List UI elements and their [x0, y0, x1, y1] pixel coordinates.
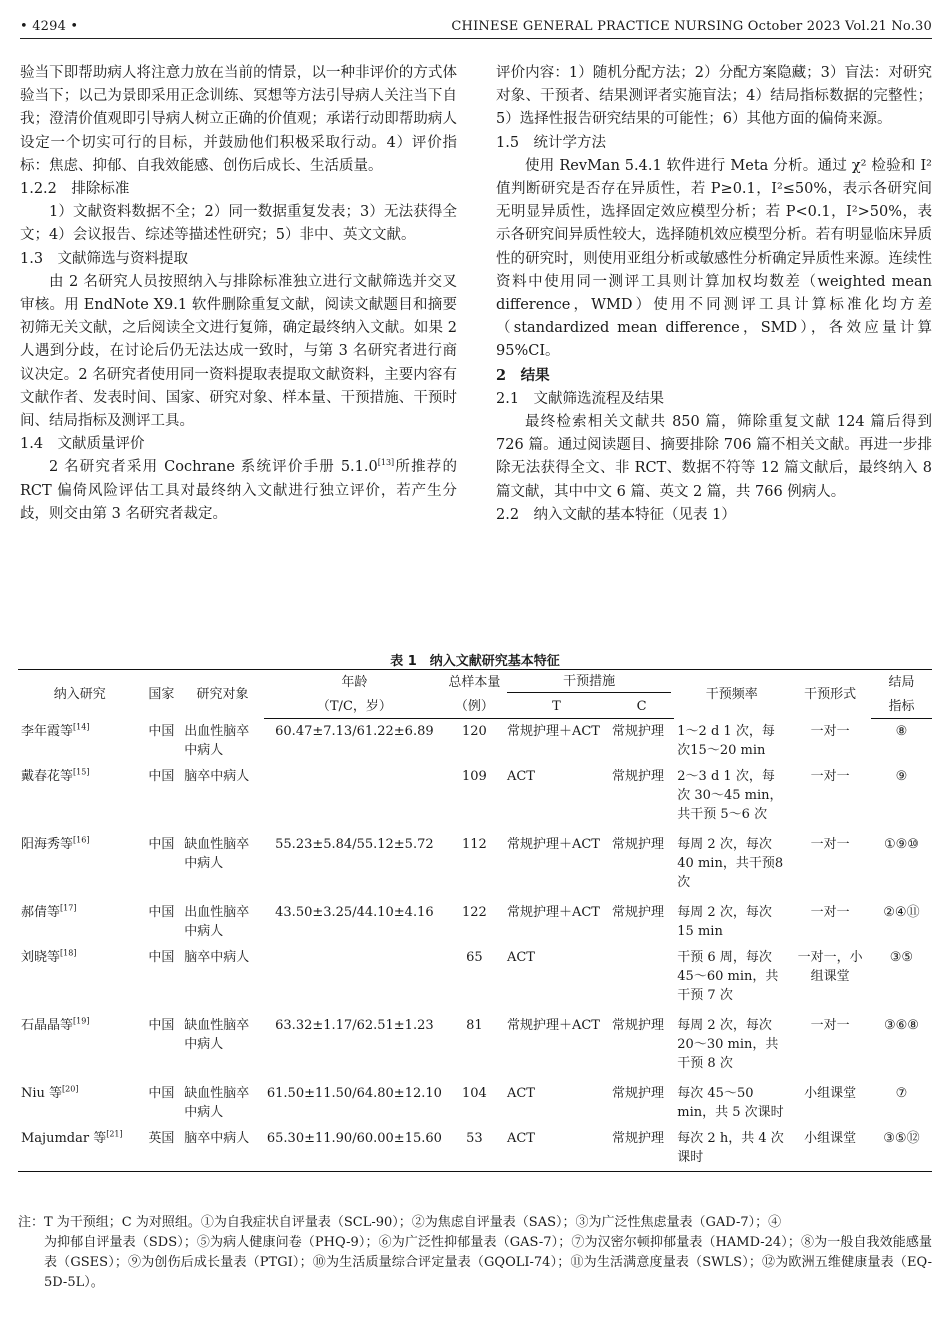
citation[interactable]: [20]	[62, 1084, 79, 1094]
table-row	[18, 1081, 932, 1126]
cell-subject: 脑卒中病人	[184, 950, 250, 965]
cell-form: 小组课堂	[804, 1086, 857, 1101]
study-name: 石晶晶等	[21, 1018, 74, 1033]
study-name: 李年霞等	[21, 723, 74, 739]
citation-13[interactable]: [13]	[377, 458, 395, 468]
cell-T: 常规护理＋ACT	[506, 905, 600, 920]
cell-form: 一对一	[810, 769, 850, 784]
quality-text-b: 所推荐的 RCT 偏倚风险评估工具对最终纳入文献进行独立评价，若产生分歧，则交由第 3 名研究者裁定。	[20, 459, 458, 522]
right-column	[496, 62, 932, 527]
cell-frequency: 2～3 d 1 次，每次 30～45 min，共干预 5～6 次	[677, 769, 783, 822]
cell-country: 中国	[148, 1086, 175, 1101]
citation[interactable]: [21]	[106, 1129, 123, 1139]
table-row	[18, 900, 932, 945]
cell-n: 65	[466, 950, 483, 965]
cell-age	[264, 764, 445, 832]
cell-form: 一对一	[810, 837, 850, 852]
col-country: 国家	[142, 670, 182, 719]
cell-frequency: 每周 2 次，每次40 min，共干预8 次	[677, 837, 784, 890]
table-row	[18, 764, 932, 832]
col-age-top: 年龄	[264, 670, 445, 696]
cell-T: ACT	[506, 950, 535, 965]
cell-study	[18, 832, 142, 900]
cell-study	[18, 1013, 142, 1081]
heading-1-4: 1.4 文献质量评价	[20, 436, 145, 453]
cell-study	[18, 945, 142, 1013]
cell-T: 常规护理＋ACT	[506, 1018, 600, 1033]
cell-outcome: ③⑥⑧	[883, 1018, 919, 1033]
cell-outcome: ①⑨⑩	[883, 837, 919, 852]
cell-subject: 缺血性脑卒中病人	[184, 1086, 250, 1120]
cell-n: 112	[462, 837, 487, 852]
table-row	[18, 719, 932, 765]
citation[interactable]: [18]	[60, 948, 77, 958]
study-name: Majumdar 等	[21, 1131, 107, 1146]
cell-subject: 缺血性脑卒中病人	[184, 1018, 250, 1052]
cell-age: 61.50±11.50/64.80±12.10	[266, 1086, 442, 1101]
col-outcome-top: 结局	[871, 670, 932, 696]
journal-running-title: CHINESE GENERAL PRACTICE NURSING October 2023 Vol.21 No.30	[451, 18, 932, 34]
heading-2-text: 2 结果	[496, 366, 550, 384]
cell-age	[264, 945, 445, 1013]
cell-form: 一对一	[810, 723, 850, 739]
cell-n: 109	[462, 769, 487, 784]
page-number: • 4294 •	[20, 18, 79, 34]
cell-frequency: 每周 2 次，每次20～30 min，共干预 8 次	[677, 1018, 779, 1071]
cell-n: 104	[462, 1086, 487, 1101]
table-row	[18, 832, 932, 900]
col-T: T	[504, 695, 609, 719]
cell-frequency: 1～2 d 1 次，每次15～20 min	[677, 723, 775, 758]
cell-frequency: 每次 45～50 min，共 5 次课时	[677, 1086, 784, 1120]
cell-form: 一对一，小组课堂	[797, 950, 863, 984]
cell-T: 常规护理＋ACT	[506, 724, 600, 739]
col-intervention-label: 干预措施	[507, 672, 671, 693]
cell-study	[18, 1126, 142, 1172]
col-subject: 研究对象	[181, 670, 264, 719]
study-name: 阳海秀等	[21, 837, 74, 852]
cell-C: 常规护理	[609, 1126, 674, 1172]
citation[interactable]: [19]	[73, 1016, 90, 1026]
cell-T: ACT	[506, 769, 535, 784]
cell-study	[18, 1081, 142, 1126]
cell-subject: 出血性脑卒中病人	[184, 905, 250, 939]
table-note-line1: 注：T 为干预组；C 为对照组。①为自我症状自评量表（SCL-90）；②为焦虑自评量表（SAS）；③为广泛性焦虑量表（GAD-7）；④	[18, 1215, 782, 1230]
citation[interactable]: [15]	[73, 767, 90, 777]
cell-C: 常规护理	[612, 769, 665, 784]
cell-study	[18, 900, 142, 945]
cell-country: 中国	[148, 905, 175, 920]
table-row	[18, 1126, 932, 1172]
col-intervention	[504, 670, 674, 696]
paragraph-exclusion: 1）文献资料数据不全；2）同一数据重复发表；3）无法获得全文；4）会议报告、综述等描述性研究；5）非中、英文文献。	[20, 204, 457, 244]
cell-age: 65.30±11.90/60.00±15.60	[264, 1126, 445, 1172]
cell-age: 43.50±3.25/44.10±4.16	[275, 905, 434, 920]
cell-T: 常规护理＋ACT	[506, 837, 600, 852]
cell-age: 55.23±5.84/55.12±5.72	[275, 837, 434, 852]
cell-outcome: ⑦	[895, 1086, 908, 1101]
cell-country: 英国	[142, 1126, 182, 1172]
cell-T: ACT	[504, 1126, 609, 1172]
study-name: Niu 等	[21, 1086, 63, 1101]
cell-frequency: 每周 2 次，每次15 min	[677, 905, 772, 939]
left-column	[20, 62, 457, 526]
cell-n: 122	[462, 905, 487, 920]
col-C: C	[609, 695, 674, 719]
paragraph-evaluation: 评价内容：1）随机分配方法；2）分配方案隐藏；3）盲法：对研究对象、干预者、结果测评者实施盲法；4）结局指标数据的完整性；5）选择性报告研究结果的可能性；6）其他方面的偏倚来源。	[496, 65, 932, 128]
paragraph-statistics: 使用 RevMan 5.4.1 软件进行 Meta 分析。通过 χ² 检验和 I² 值判断研究是否存在异质性，若 P≥0.1，I²≤50%，表示各研究间无明显异质性，选择固定效应模型分析；若 P<0.1，I²>50%，表示各研究间异质性较大，选择随机效应模型分析。若有明显临床异质性的研究时，则使用亚组分析或敏感性分析确定异质性来源。连续性资料中使用同一测评工具则计算加权均数差（weighted mean difference，WMD）使用不同测评工具计算标准化均方差（standardized mean difference，SMD），各效应量计算 95%CI。	[496, 157, 932, 360]
study-name: 刘晓等	[21, 950, 61, 965]
paragraph-screening: 由 2 名研究人员按照纳入与排除标准独立进行文献筛选并交叉审核。用 EndNote X9.1 软件删除重复文献，阅读文献题目和摘要初筛无关文献，之后阅读全文进行复筛，确定最终纳入文献。如果 2 人遇到分歧，在讨论后仍无法达成一致时，与第 3 名研究者进行商议决定。2 名研究者使用同一资料提取表提取文献资料，主要内容有文献作者、发表时间、国家、研究对象、样本量、干预措施、干预时间、结局指标及测评工具。	[20, 273, 457, 430]
col-outcome-bottom: 指标	[871, 695, 932, 719]
cell-form: 一对一	[810, 905, 850, 920]
cell-C: 常规护理	[612, 1086, 665, 1101]
table-note	[18, 1213, 932, 1293]
cell-study	[18, 764, 142, 832]
cell-frequency: 干预 6 周，每次45～60 min，共干预 7 次	[677, 950, 779, 1003]
cell-subject: 脑卒中病人	[184, 769, 250, 784]
cell-form: 一对一	[810, 1018, 850, 1033]
col-study: 纳入研究	[18, 670, 142, 719]
cell-country: 中国	[148, 1018, 175, 1033]
cell-country: 中国	[148, 723, 175, 739]
citation[interactable]: [17]	[60, 903, 77, 913]
cell-subject: 脑卒中病人	[181, 1126, 264, 1172]
cell-outcome: ⑧	[895, 724, 908, 739]
paragraph-quality	[20, 456, 457, 526]
cell-C: 常规护理	[612, 724, 665, 739]
cell-outcome: ③⑤	[889, 950, 914, 965]
table-title: 表 1 纳入文献研究基本特征	[390, 654, 560, 669]
page-header	[20, 14, 932, 39]
cell-n: 81	[466, 1018, 483, 1033]
heading-1-5: 1.5 统计学方法	[496, 134, 607, 151]
citation[interactable]: [16]	[73, 835, 90, 845]
cell-age: 63.32±1.17/62.51±1.23	[275, 1018, 434, 1033]
study-characteristics-table	[18, 669, 932, 1172]
paragraph-results: 最终检索相关文献共 850 篇，筛除重复文献 124 篇后得到 726 篇。通过阅读题目、摘要排除 706 篇不相关文献。再进一步排除无法获得全文、非 RCT、数据不符等 12 篇文献后，最终纳入 8 篇文献，其中中文 6 篇、英文 2 篇，共 766 例病人。	[496, 414, 932, 500]
cell-outcome: ②④⑪	[883, 905, 920, 920]
cell-C: 常规护理	[612, 1018, 665, 1033]
cell-frequency: 每次 2 h，共 4 次课时	[674, 1126, 789, 1172]
cell-country: 中国	[148, 950, 175, 965]
table-row	[18, 1013, 932, 1081]
quality-text-a: 2 名研究者采用 Cochrane 系统评价手册 5.1.0	[49, 459, 378, 476]
cell-C	[609, 945, 674, 1013]
col-n-top: 总样本量	[445, 670, 504, 696]
cell-outcome: ⑨	[895, 769, 908, 784]
cell-country: 中国	[148, 769, 175, 784]
cell-C: 常规护理	[612, 905, 665, 920]
heading-1-3: 1.3 文献筛选与资料提取	[20, 250, 189, 267]
cell-T: ACT	[506, 1086, 535, 1101]
cell-n: 120	[462, 724, 487, 739]
heading-2	[496, 364, 932, 388]
table-row	[18, 945, 932, 1013]
citation[interactable]: [14]	[73, 722, 90, 732]
table-note-rest: 为抑郁自评量表（SDS）；⑤为病人健康问卷（PHQ-9）；⑥为广泛性抑郁量表（GAS-7）；⑦为汉密尔顿抑郁量表（HAMD-24）；⑧为一般自我效能感量表（GSES）；⑨为创伤后成长量表（PTGI）；⑩为生活质量综合评定量表（GQOLI-74）；⑪为生活满意度量表（SWLS）；⑫为欧洲五维健康量表（EQ-5D-5L）。	[44, 1235, 932, 1290]
cell-outcome: ③⑤⑫	[871, 1126, 932, 1172]
study-name: 郝倩等	[21, 905, 61, 920]
col-form: 干预形式	[789, 670, 871, 719]
cell-form: 小组课堂	[789, 1126, 871, 1172]
table-container	[18, 669, 932, 1172]
cell-study	[18, 719, 142, 765]
col-n-bottom: （例）	[445, 695, 504, 719]
paragraph-act-continued: 验当下即帮助病人将注意力放在当前的情景，以一种非评价的方式体验当下；以己为景即采用正念训练、冥想等方法引导病人关注当下自我；澄清价值观即引导病人树立正确的价值观；承诺行动即帮助病人设定一个切实可行的目标，并鼓励他们积极采取行动。4）评价指标：焦虑、抑郁、自我效能感、创伤后成长、生活质量。	[20, 65, 457, 174]
heading-1-2-2: 1.2.2 排除标准	[20, 181, 130, 198]
cell-country: 中国	[148, 837, 175, 852]
table-header-row	[18, 670, 932, 696]
cell-C: 常规护理	[612, 837, 665, 852]
cell-subject: 出血性脑卒中病人	[184, 723, 250, 758]
heading-2-2: 2.2 纳入文献的基本特征（见表 1）	[496, 506, 736, 523]
cell-n: 53	[445, 1126, 504, 1172]
cell-age: 60.47±7.13/61.22±6.89	[275, 724, 434, 739]
cell-subject: 缺血性脑卒中病人	[184, 837, 250, 871]
heading-2-1: 2.1 文献筛选流程及结果	[496, 390, 665, 407]
col-frequency: 干预频率	[674, 670, 789, 719]
col-age-bottom: （T/C，岁）	[264, 695, 445, 719]
study-name: 戴春花等	[21, 769, 74, 784]
